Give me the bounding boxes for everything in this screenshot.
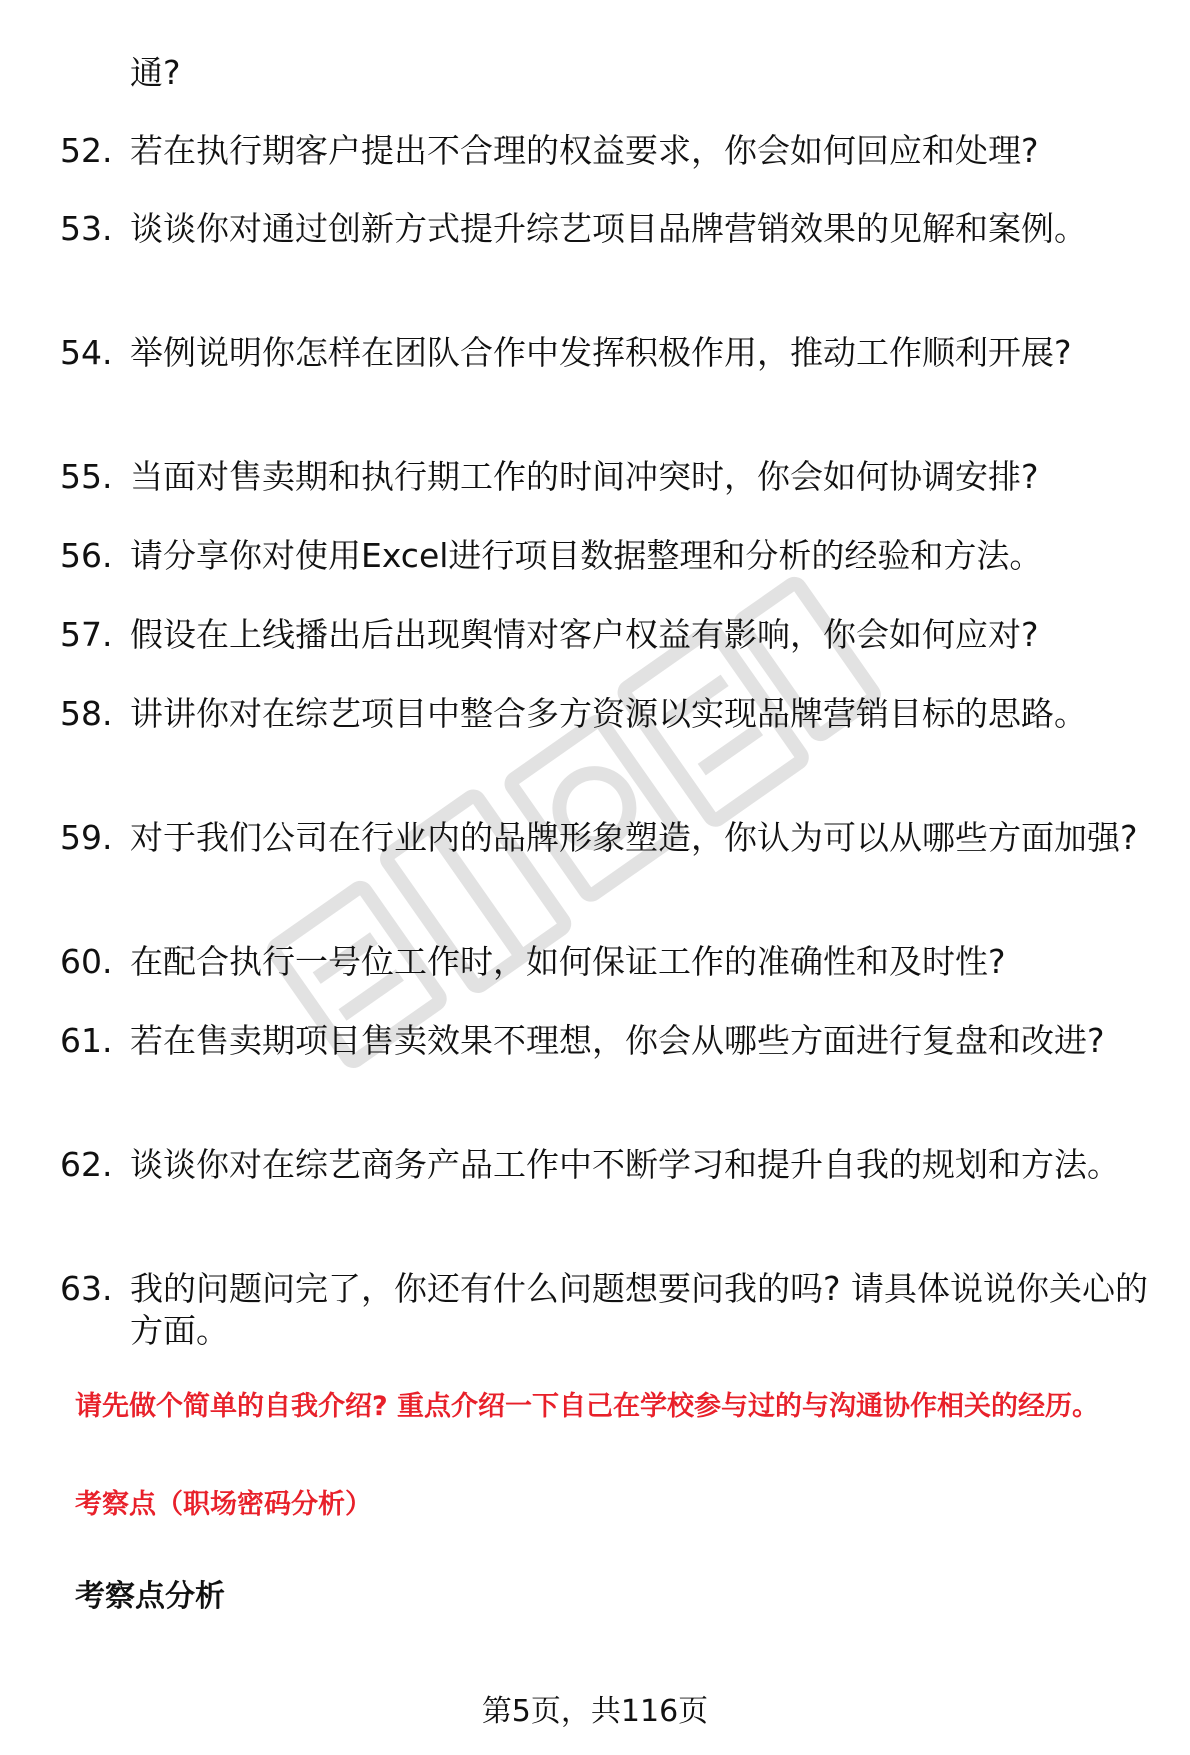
question-text: 我的问题问完了，你还有什么问题想要问我的吗? 请具体说说你关心的方面。	[130, 1269, 1149, 1350]
list-item	[60, 1020, 1160, 1062]
page-footer: 第5页，共116页	[481, 1694, 709, 1729]
list-item	[60, 130, 1160, 172]
question-number: 53.	[60, 209, 113, 248]
question-number: 59.	[60, 818, 113, 857]
highlight-subheading: 考察点（职场密码分析）	[75, 1489, 372, 1520]
question-number: 61.	[60, 1021, 113, 1060]
list-item	[60, 941, 1160, 983]
question-text: 举例说明你怎样在团队合作中发挥积极作用，推动工作顺利开展?	[130, 333, 1072, 372]
question-text: 若在执行期客户提出不合理的权益要求，你会如何回应和处理?	[130, 131, 1039, 170]
list-item	[60, 208, 1160, 250]
section-title: 考察点分析	[75, 1579, 225, 1614]
question-text: 若在售卖期项目售卖效果不理想，你会从哪些方面进行复盘和改进?	[130, 1021, 1105, 1060]
highlight-question: 请先做个简单的自我介绍? 重点介绍一下自己在学校参与过的与沟通协作相关的经历。	[75, 1391, 1100, 1422]
question-number: 55.	[60, 457, 113, 496]
question-number: 60.	[60, 942, 113, 981]
question-text: 请分享你对使用Excel进行项目数据整理和分析的经验和方法。	[130, 536, 1043, 575]
list-item	[60, 1144, 1160, 1186]
list-item	[60, 614, 1160, 656]
question-text: 通?	[130, 53, 181, 92]
question-text: 假设在上线播出后出现舆情对客户权益有影响，你会如何应对?	[130, 615, 1039, 654]
question-number: 57.	[60, 615, 113, 654]
question-text: 谈谈你对通过创新方式提升综艺项目品牌营销效果的见解和案例。	[130, 209, 1087, 248]
question-text: 在配合执行一号位工作时，如何保证工作的准确性和及时性?	[130, 942, 1006, 981]
question-text: 谈谈你对在综艺商务产品工作中不断学习和提升自我的规划和方法。	[130, 1145, 1120, 1184]
list-item	[60, 1268, 1160, 1352]
list-item	[60, 535, 1160, 577]
list-item	[60, 693, 1160, 735]
list-item	[60, 332, 1160, 374]
question-text: 对于我们公司在行业内的品牌形象塑造，你认为可以从哪些方面加强?	[130, 818, 1138, 857]
question-number: 58.	[60, 694, 113, 733]
list-item	[60, 456, 1160, 498]
list-item	[60, 52, 1160, 94]
question-text: 当面对售卖期和执行期工作的时间冲突时，你会如何协调安排?	[130, 457, 1039, 496]
question-number: 63.	[60, 1269, 113, 1308]
question-number: 52.	[60, 131, 113, 170]
question-number: 56.	[60, 536, 113, 575]
question-number: 62.	[60, 1145, 113, 1184]
question-number: 54.	[60, 333, 113, 372]
question-text: 讲讲你对在综艺项目中整合多方资源以实现品牌营销目标的思路。	[130, 694, 1087, 733]
list-item	[60, 817, 1160, 859]
